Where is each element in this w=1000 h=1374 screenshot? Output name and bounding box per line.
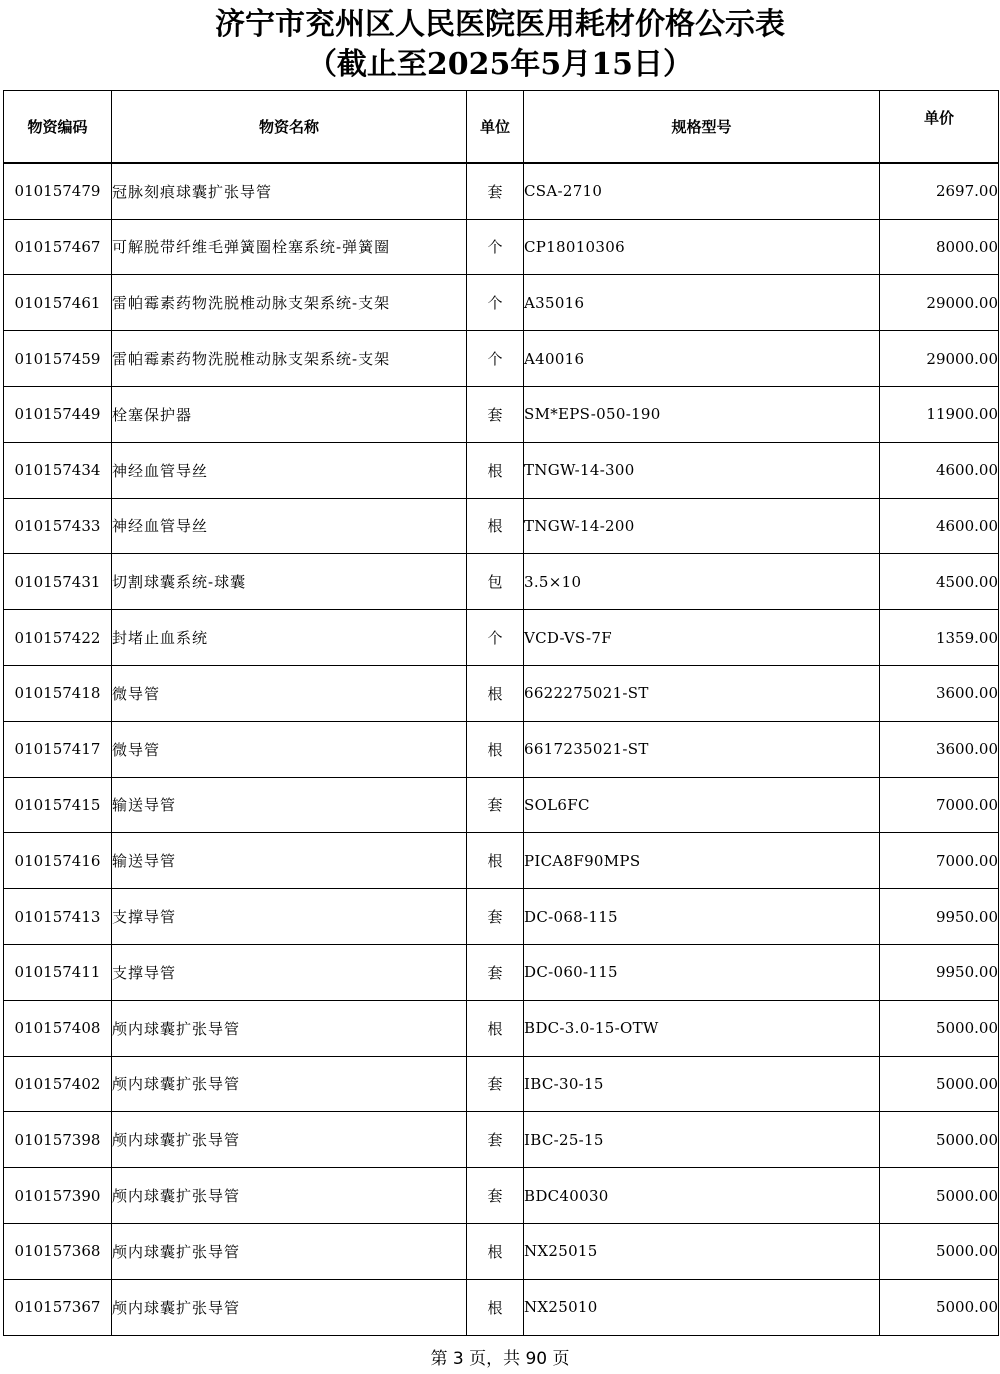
page-number: 第 3 页，共 90 页	[430, 1349, 570, 1369]
cell-spec: BDC40030	[524, 1168, 880, 1224]
cell-unit: 根	[467, 442, 524, 498]
cell-price: 5000.00	[880, 1112, 999, 1168]
cell-name: 冠脉刻痕球囊扩张导管	[112, 163, 467, 219]
table-row	[4, 944, 999, 1000]
table-body	[4, 163, 999, 1335]
cell-code: 010157408	[4, 1000, 112, 1056]
cell-spec: SM*EPS-050-190	[524, 386, 880, 442]
cell-name: 颅内球囊扩张导管	[112, 1000, 467, 1056]
cell-unit: 包	[467, 554, 524, 610]
table-row	[4, 1000, 999, 1056]
cell-unit: 套	[467, 1056, 524, 1112]
table-row	[4, 219, 999, 275]
table-row	[4, 1168, 999, 1224]
cell-code: 010157434	[4, 442, 112, 498]
cell-name: 神经血管导丝	[112, 498, 467, 554]
header-spec: 规格型号	[524, 91, 880, 163]
header-name: 物资名称	[112, 91, 467, 163]
cell-code: 010157433	[4, 498, 112, 554]
cell-name: 切割球囊系统-球囊	[112, 554, 467, 610]
cell-price: 5000.00	[880, 1223, 999, 1279]
table-row	[4, 1112, 999, 1168]
cell-unit: 根	[467, 498, 524, 554]
cell-name: 微导管	[112, 721, 467, 777]
cell-code: 010157402	[4, 1056, 112, 1112]
cell-spec: DC-060-115	[524, 944, 880, 1000]
cell-unit: 根	[467, 1279, 524, 1335]
table-row	[4, 498, 999, 554]
cell-code: 010157390	[4, 1168, 112, 1224]
cell-spec: IBC-25-15	[524, 1112, 880, 1168]
cell-name: 封堵止血系统	[112, 610, 467, 666]
cell-code: 010157415	[4, 777, 112, 833]
cell-unit: 个	[467, 219, 524, 275]
cell-unit: 套	[467, 1168, 524, 1224]
cell-price: 5000.00	[880, 1279, 999, 1335]
table-row	[4, 163, 999, 219]
table-row	[4, 665, 999, 721]
cell-code: 010157431	[4, 554, 112, 610]
cell-price: 29000.00	[880, 275, 999, 331]
cell-price: 7000.00	[880, 833, 999, 889]
cell-name: 输送导管	[112, 777, 467, 833]
cell-unit: 套	[467, 1112, 524, 1168]
table-row	[4, 777, 999, 833]
cell-price: 29000.00	[880, 331, 999, 387]
table-row	[4, 610, 999, 666]
cell-unit: 套	[467, 944, 524, 1000]
cell-price: 2697.00	[880, 163, 999, 219]
cell-price: 9950.00	[880, 944, 999, 1000]
cell-price: 5000.00	[880, 1056, 999, 1112]
cell-price: 5000.00	[880, 1000, 999, 1056]
cell-name: 微导管	[112, 665, 467, 721]
cell-name: 输送导管	[112, 833, 467, 889]
cell-price: 5000.00	[880, 1168, 999, 1224]
cell-name: 支撑导管	[112, 944, 467, 1000]
cell-unit: 根	[467, 1223, 524, 1279]
cell-spec: VCD-VS-7F	[524, 610, 880, 666]
table-row	[4, 442, 999, 498]
cell-code: 010157417	[4, 721, 112, 777]
table-row	[4, 1223, 999, 1279]
cell-spec: 6622275021-ST	[524, 665, 880, 721]
cell-name: 颅内球囊扩张导管	[112, 1279, 467, 1335]
cell-name: 颅内球囊扩张导管	[112, 1056, 467, 1112]
table-row	[4, 331, 999, 387]
price-table	[3, 90, 999, 1336]
cell-unit: 套	[467, 777, 524, 833]
cell-code: 010157416	[4, 833, 112, 889]
cell-unit: 个	[467, 610, 524, 666]
cell-spec: DC-068-115	[524, 889, 880, 945]
page-title: 济宁市兖州区人民医院医用耗材价格公示表	[215, 7, 785, 42]
table-row	[4, 889, 999, 945]
cell-name: 可解脱带纤维毛弹簧圈栓塞系统-弹簧圈	[112, 219, 467, 275]
cell-code: 010157398	[4, 1112, 112, 1168]
cell-code: 010157418	[4, 665, 112, 721]
cell-spec: 6617235021-ST	[524, 721, 880, 777]
cell-price: 4500.00	[880, 554, 999, 610]
page-subtitle-date: （截止至2025年5月15日）	[306, 47, 694, 82]
cell-code: 010157467	[4, 219, 112, 275]
cell-spec: CP18010306	[524, 219, 880, 275]
table-header-row	[4, 91, 999, 163]
cell-code: 010157367	[4, 1279, 112, 1335]
cell-price: 4600.00	[880, 498, 999, 554]
cell-name: 雷帕霉素药物洗脱椎动脉支架系统-支架	[112, 331, 467, 387]
cell-unit: 套	[467, 386, 524, 442]
cell-name: 支撑导管	[112, 889, 467, 945]
cell-name: 颅内球囊扩张导管	[112, 1168, 467, 1224]
cell-name: 栓塞保护器	[112, 386, 467, 442]
header-code: 物资编码	[4, 91, 112, 163]
cell-price: 7000.00	[880, 777, 999, 833]
cell-code: 010157413	[4, 889, 112, 945]
table-row	[4, 554, 999, 610]
cell-code: 010157422	[4, 610, 112, 666]
cell-spec: TNGW-14-300	[524, 442, 880, 498]
cell-price: 4600.00	[880, 442, 999, 498]
cell-name: 神经血管导丝	[112, 442, 467, 498]
table-row	[4, 833, 999, 889]
cell-unit: 个	[467, 331, 524, 387]
table-row	[4, 275, 999, 331]
cell-code: 010157459	[4, 331, 112, 387]
cell-unit: 根	[467, 1000, 524, 1056]
table-row	[4, 721, 999, 777]
table-row	[4, 1056, 999, 1112]
cell-unit: 根	[467, 665, 524, 721]
cell-unit: 个	[467, 275, 524, 331]
cell-price: 1359.00	[880, 610, 999, 666]
cell-spec: 3.5×10	[524, 554, 880, 610]
cell-price: 3600.00	[880, 721, 999, 777]
header-price: 单价	[880, 91, 999, 163]
cell-code: 010157479	[4, 163, 112, 219]
cell-spec: TNGW-14-200	[524, 498, 880, 554]
cell-spec: IBC-30-15	[524, 1056, 880, 1112]
cell-price: 9950.00	[880, 889, 999, 945]
cell-spec: A35016	[524, 275, 880, 331]
cell-unit: 套	[467, 163, 524, 219]
table-row	[4, 386, 999, 442]
cell-price: 11900.00	[880, 386, 999, 442]
cell-spec: NX25015	[524, 1223, 880, 1279]
cell-name: 雷帕霉素药物洗脱椎动脉支架系统-支架	[112, 275, 467, 331]
cell-price: 8000.00	[880, 219, 999, 275]
cell-spec: PICA8F90MPS	[524, 833, 880, 889]
cell-unit: 根	[467, 833, 524, 889]
cell-spec: A40016	[524, 331, 880, 387]
cell-code: 010157368	[4, 1223, 112, 1279]
cell-unit: 套	[467, 889, 524, 945]
cell-unit: 根	[467, 721, 524, 777]
header-unit: 单位	[467, 91, 524, 163]
cell-code: 010157411	[4, 944, 112, 1000]
table-row	[4, 1279, 999, 1335]
cell-code: 010157449	[4, 386, 112, 442]
cell-spec: BDC-3.0-15-OTW	[524, 1000, 880, 1056]
cell-spec: CSA-2710	[524, 163, 880, 219]
cell-price: 3600.00	[880, 665, 999, 721]
cell-spec: SOL6FC	[524, 777, 880, 833]
cell-spec: NX25010	[524, 1279, 880, 1335]
cell-name: 颅内球囊扩张导管	[112, 1223, 467, 1279]
cell-code: 010157461	[4, 275, 112, 331]
cell-name: 颅内球囊扩张导管	[112, 1112, 467, 1168]
